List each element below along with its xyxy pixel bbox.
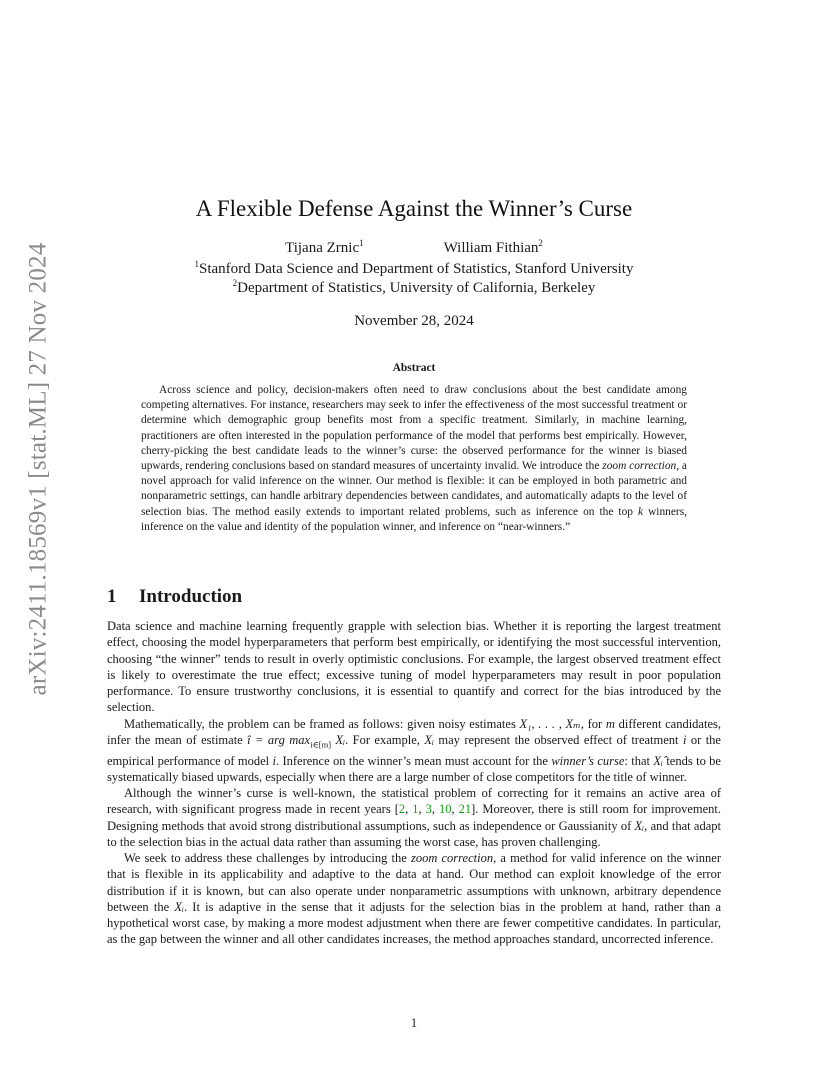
math-inline: m	[605, 716, 615, 731]
math-inline: Xᵢ	[424, 732, 434, 747]
text-run: Mathematically, the problem can be framed as follows: given noisy estimates	[124, 716, 520, 731]
text-run: may represent the observed effect of treatment	[433, 732, 683, 747]
text-run: tends to be systematically biased upwards, especially when there are a large number of close competitors for the title of winner.	[107, 753, 721, 784]
text-run: ]. Moreover, there is still room for improvement. Designing methods that avoid strong distributional assumptions, such as independence or Gaussianity of	[107, 802, 722, 833]
citation-link[interactable]: 3	[425, 802, 432, 817]
abstract-text-part: winners, inference on the value and identity of the population winner, and inference on “near-winners.”	[141, 505, 687, 533]
emphasis: winner’s curse	[551, 753, 625, 768]
paper-date: November 28, 2024	[354, 313, 474, 329]
abstract-math-k: k	[638, 505, 644, 518]
citation-link[interactable]: 21	[458, 802, 472, 817]
paragraph-3: Although the winner’s curse is well-known, the statistical problem of correcting for it remains an active area of research, with significant progress made in recent years [2, 1, 3, 10, 21]. Moreover, there is still room for improvement. Designing methods that avoid strong distributional assumptions, such as independence or Gaussianity of Xᵢ, and that adapt to the selection bias in the actual data rather than assuming the worst case, has proven challenging.	[107, 786, 722, 849]
math-subscript: i∈[m]	[310, 739, 332, 750]
arxiv-stamp	[18, 242, 58, 696]
text-run: , and that adapt to the selection bias in the actual data rather than assuming the worst case, has proven challenging.	[107, 818, 721, 849]
author-2	[444, 240, 543, 257]
author-1	[285, 240, 364, 257]
introduction-body	[107, 618, 721, 948]
text-run: : that	[624, 753, 654, 768]
paragraph-2	[107, 716, 721, 786]
author-affil-mark: 1	[359, 238, 364, 248]
section-number: 1	[107, 586, 117, 607]
affiliation-text: Stanford Data Science and Department of Statistics, Stanford University	[199, 261, 634, 277]
math-inline: Xᵢ	[174, 899, 184, 914]
citation-link[interactable]: 1	[412, 802, 419, 817]
emphasis: zoom correction	[410, 851, 494, 865]
math-inline: Xᵢ	[331, 732, 346, 747]
affiliation-text: Department of Statistics, University of California, Berkeley	[237, 280, 596, 296]
abstract-emphasis: zoom correction	[602, 460, 677, 473]
section-heading	[107, 586, 242, 608]
text-run: different candidates, infer the mean of estimate	[107, 716, 721, 747]
arxiv-stamp-text: arXiv:2411.18569v1 [stat.ML] 27 Nov 2024	[24, 242, 51, 696]
abstract-text	[141, 383, 687, 535]
paragraph-4	[107, 850, 721, 948]
math-inline: Xᵢ	[634, 818, 645, 833]
math-inline: î = arg max	[247, 732, 311, 747]
math-inline: i	[682, 732, 687, 747]
author-affil-mark: 2	[538, 238, 543, 248]
text-run: . Inference on the winner’s mean must account for the	[275, 753, 552, 768]
affiliation-mark: 2	[232, 278, 238, 288]
section-title: Introduction	[139, 586, 243, 607]
text-run: Although the winner’s curse is well-known, the statistical problem of correcting for it remains an active area of research, with significant progress made in recent years [	[107, 786, 721, 817]
citation-link[interactable]: 2	[398, 802, 406, 817]
paragraph-1: Data science and machine learning frequently grapple with selection bias. Whether it is reporting the largest treatment effect, choosing the model hyperparameters that perform best empirically, or identifying the most successful intervention, choosing “the winner” tends to result in overly optimistic conclusions. For example, the largest observed treatment effect is likely to overestimate the true effect; excessive tuning of model hyperparameters may result in poor population performance. To ensure trustworthy conclusions, it is essential to quantify and correct for the bias introduced by the selection.	[107, 619, 721, 715]
math-inline: X₁, . . . , Xₘ	[519, 716, 581, 731]
text-run: , for	[580, 716, 606, 731]
page-number: 1	[410, 1016, 418, 1030]
text-run: or the empirical performance of model	[107, 732, 721, 768]
abstract-text-part: , a novel approach for valid inference on the winner. Our method is flexible: it can be employed in both parametric and nonparametric settings, can handle arbitrary dependencies between candidates, and automatically adapts to the level of selection bias. The method easily extends to important related problems, such as inference on the top	[141, 460, 687, 518]
text-run: . It is adaptive in the sense that it adjusts for the selection bias in the problem at hand, rather than a hypothetical worst case, by making a more modest adjustment when there are fewer competitive candidates. In particular, as the gap between the winner and all other candidates increases, the method approaches standard, uncorrected inference.	[107, 899, 721, 947]
paper-title: A Flexible Defense Against the Winner’s Curse	[195, 196, 633, 221]
author-list	[0, 240, 828, 257]
citation-link[interactable]: 10	[438, 802, 452, 817]
math-inline: i	[272, 753, 276, 768]
author-name: William Fithian	[443, 240, 539, 256]
text-run: , a method for valid inference on the winner that is flexible in its applicability and adaptive to the data at hand. Our method can exploit knowledge of the error distribution if it is known, but can also operate under nonparametric assumptions with unknown, arbitrary dependence between the	[107, 851, 722, 914]
abstract-text-part: Across science and policy, decision-makers often need to draw conclusions about the best candidate among competing alternatives. For instance, researchers may seek to infer the effectiveness of the most successful treatment or determine which demographic group benefits most from a specific treatment. Similarly, in machine learning, practitioners are often interested in the population performance of the model that performs best empirically. However, cherry-picking the best candidate leads to the winner’s curse: the observed performance for the winner is biased upwards, rendering conclusions based on standard measures of uncertainty invalid. We introduce the	[141, 384, 687, 473]
author-name: Tijana Zrnic	[285, 240, 360, 256]
text-run: . For example,	[345, 732, 425, 747]
abstract-heading: Abstract	[392, 362, 436, 374]
affiliation-mark: 1	[194, 259, 199, 269]
affiliation-1	[0, 261, 828, 278]
affiliation-2	[0, 280, 828, 297]
math-inline: Xᵢ̂	[653, 753, 663, 768]
text-run: We seek to address these challenges by introducing the	[124, 851, 411, 865]
